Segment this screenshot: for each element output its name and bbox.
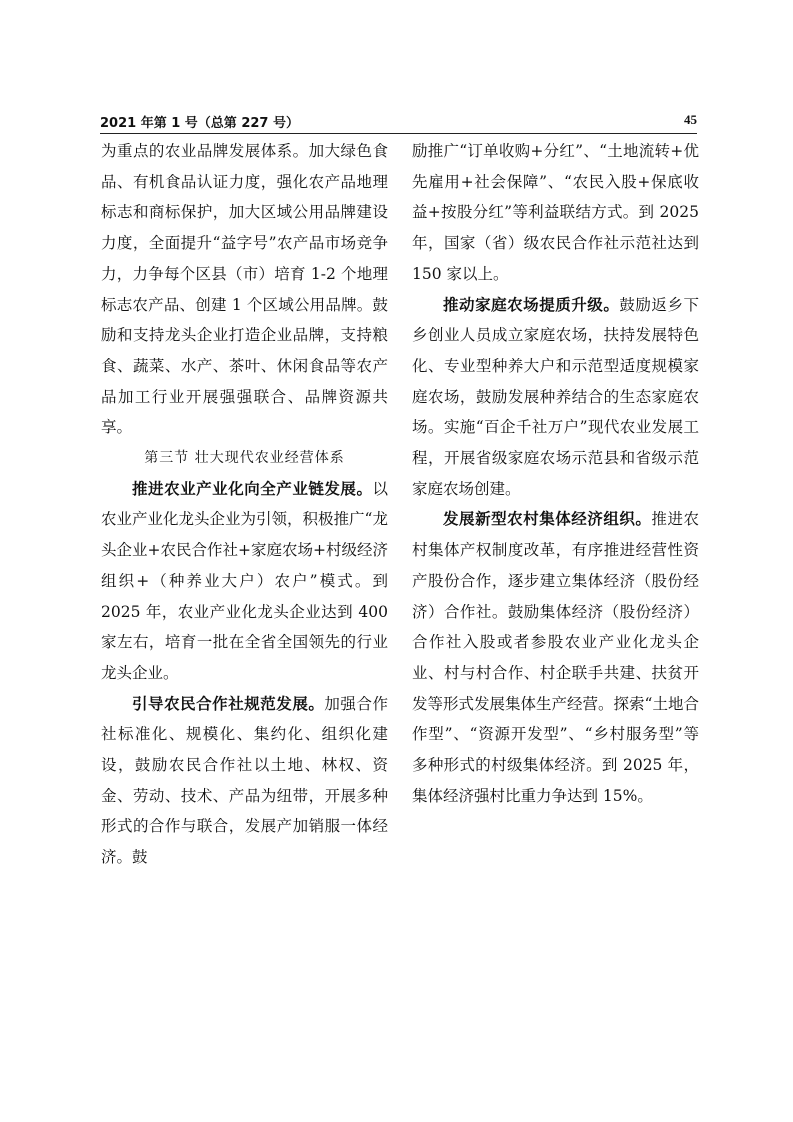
- issue-label: 2021 年第 1 号（总第 227 号）: [100, 116, 299, 131]
- page-number: 45: [684, 112, 697, 127]
- header-rule: [100, 133, 697, 134]
- left-column: [101, 136, 388, 867]
- paragraph-industrialization: [101, 474, 388, 689]
- paragraph-body: 推进农村集体产权制度改革，有序推进经营性资产股份合作，逐步建立集体经济（股份经济）合作社。鼓励集体经济（股份经济）合作社入股或者参股农业产业化龙头企业、村与村合作、村企联手共建、扶贫开发等形式发展集体生产经营。探索“土地合作型”、“资源开发型”、“乡村服务型”等多种形式的村级集体经济。到 2025 年，集体经济强村比重力争达到 15%。: [412, 510, 699, 805]
- paragraph-brand-continuation: 为重点的农业品牌发展体系。加大绿色食品、有机食品认证力度，强化农产品地理标志和商标保护，加大区域公用品牌建设力度，全面提升“益字号”农产品市场竞争力，力争每个区县（市）培育 1-2 个地理标志农产品、创建 1 个区域公用品牌。鼓励和支持龙头企业打造企业品牌，支持粮食、蔬菜、水产、茶叶、休闲食品等农产品加工行业开展强强联合、品牌资源共享。: [101, 142, 388, 437]
- section-title: 第三节 壮大现代农业经营体系: [144, 450, 345, 467]
- paragraph-body: 鼓励返乡下乡创业人员成立家庭农场，扶持发展特色化、专业型种养大户和示范型适度规模家庭农场，鼓励发展种养结合的生态家庭农场。实施“百企千社万户”现代农业发展工程，开展省级家庭农场示范县和省级示范家庭农场创建。: [412, 295, 699, 498]
- paragraph-family-farms: [412, 290, 699, 505]
- paragraph-cooperatives-continuation: 励推广“订单收购+分红”、“土地流转+优先雇用+社会保障”、“农民入股+保底收益+按股分红”等利益联结方式。到 2025 年，国家（省）级农民合作社示范社达到 150 家以上。: [412, 142, 699, 283]
- right-column: [412, 136, 699, 836]
- paragraph-body: 以农业产业化龙头企业为引领，积极推广“龙头企业+农民合作社+家庭农场+村级经济组织+（种养业大户）农户”模式。到 2025 年，农业产业化龙头企业达到 400 家左右，培育一批在全省全国领先的行业龙头企业。: [101, 479, 388, 682]
- paragraph-lead: 推进农业产业化向全产业链发展。: [132, 479, 373, 498]
- paragraph-body: 加强合作社标准化、规模化、集约化、组织化建设，鼓励农民合作社以土地、林权、资金、劳动、技术、产品为纽带，开展多种形式的合作与联合，发展产加销服一体经济。鼓: [101, 694, 388, 867]
- paragraph-collective-economy: [412, 504, 699, 811]
- paragraph-lead: 推动家庭农场提质升级。: [443, 295, 620, 314]
- running-header: [100, 112, 697, 134]
- paragraph-cooperatives: [101, 689, 388, 873]
- paragraph-lead: 发展新型农村集体经济组织。: [443, 510, 652, 529]
- paragraph-lead: 引导农民合作社规范发展。: [132, 694, 325, 713]
